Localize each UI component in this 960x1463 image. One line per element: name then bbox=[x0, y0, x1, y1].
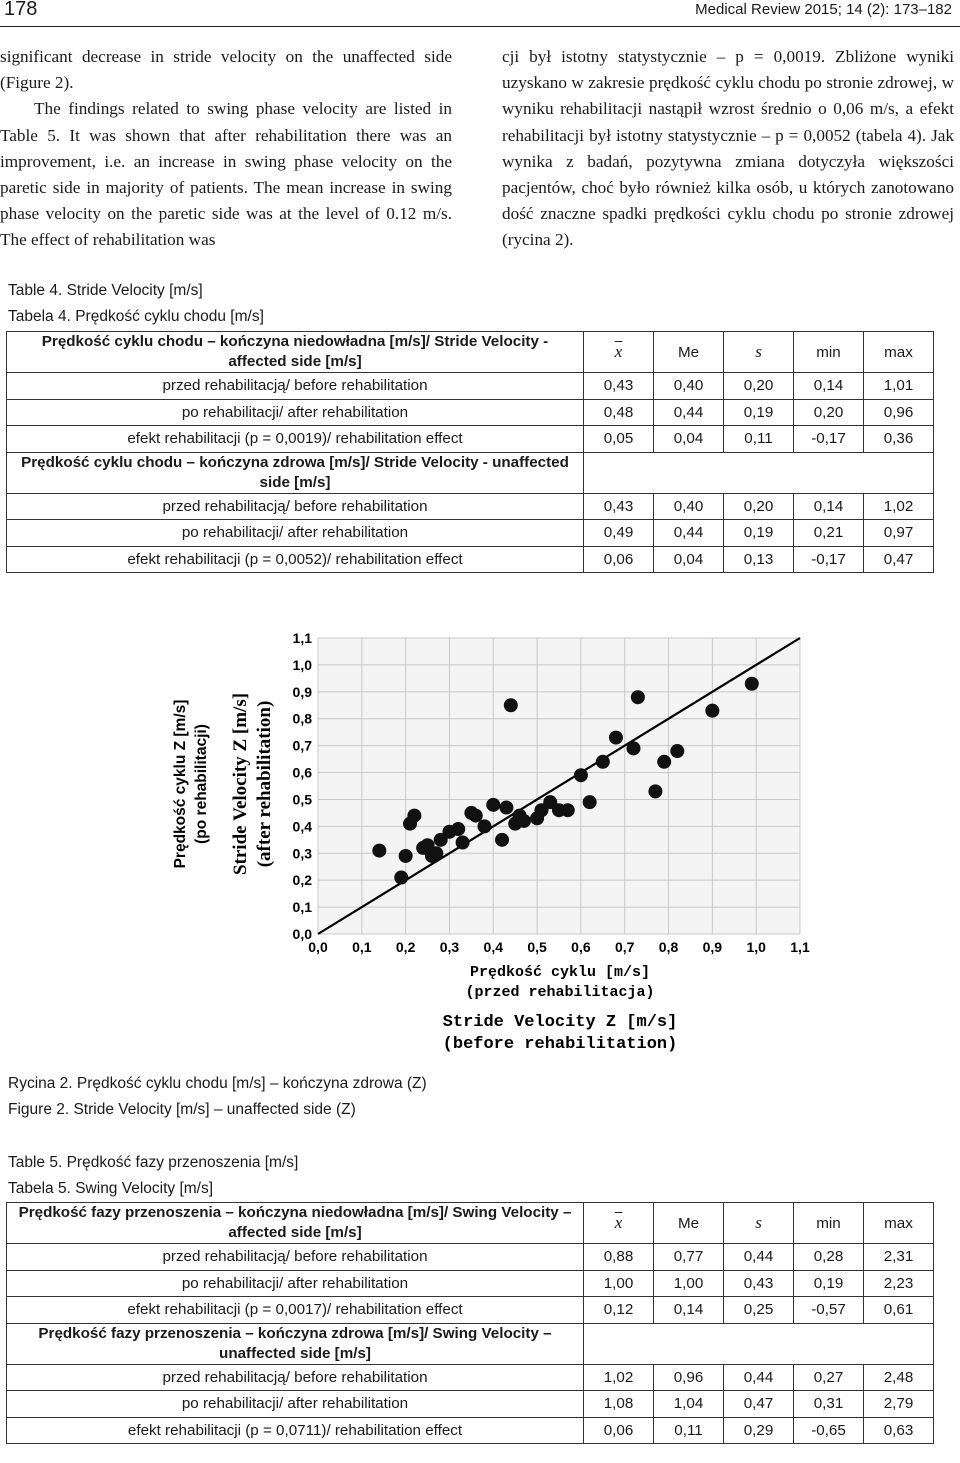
cell: 0,19 bbox=[724, 399, 794, 426]
table5 bbox=[6, 1202, 934, 1444]
cell: 0,47 bbox=[864, 546, 934, 573]
row-label: przed rehabilitacją/ before rehabilitation bbox=[7, 1364, 584, 1391]
x-tick-label: 0,3 bbox=[439, 939, 460, 955]
row-label: po rehabilitacji/ after rehabilitation bbox=[7, 1270, 584, 1297]
cell: 0,28 bbox=[794, 1244, 864, 1271]
page-header bbox=[0, 0, 960, 27]
row-label: przed rehabilitacją/ before rehabilitation bbox=[7, 373, 584, 400]
cell: 0,06 bbox=[584, 1417, 654, 1444]
column-header-median: Me bbox=[654, 1203, 724, 1244]
data-point bbox=[657, 755, 671, 769]
cell: 2,48 bbox=[864, 1364, 934, 1391]
x-axis-label-en-sub: (before rehabilitation) bbox=[442, 1035, 678, 1054]
table5-caption bbox=[8, 1150, 298, 1202]
data-point bbox=[745, 677, 759, 691]
x-tick-label: 0,6 bbox=[571, 939, 591, 955]
table-row bbox=[7, 1364, 934, 1391]
row-label: po rehabilitacji/ after rehabilitation bbox=[7, 1391, 584, 1418]
cell: 0,12 bbox=[584, 1297, 654, 1324]
data-point bbox=[561, 803, 575, 817]
table-row bbox=[7, 1297, 934, 1324]
table-row bbox=[7, 1417, 934, 1444]
empty-cell bbox=[584, 1323, 934, 1364]
cell: 0,19 bbox=[724, 520, 794, 547]
cell: 2,31 bbox=[864, 1244, 934, 1271]
group-title: Prędkość fazy przenoszenia – kończyna niedowładna [m/s]/ Swing Velocity – affected side [m/s] bbox=[7, 1203, 584, 1244]
table-group-row bbox=[7, 452, 934, 493]
cell: 0,14 bbox=[794, 373, 864, 400]
data-point bbox=[670, 744, 684, 758]
data-point bbox=[583, 795, 597, 809]
x-axis-label-pl: Prędkość cyklu [m/s] bbox=[469, 964, 651, 981]
table-group-row bbox=[7, 1323, 934, 1364]
cell: 0,47 bbox=[724, 1391, 794, 1418]
y-tick-label: 0,4 bbox=[292, 818, 312, 835]
x-tick-label: 0,0 bbox=[308, 939, 328, 955]
y-tick-label: 0,8 bbox=[292, 710, 312, 727]
cell: -0,17 bbox=[794, 546, 864, 573]
row-label: efekt rehabilitacji (p = 0,0052)/ rehabilitation effect bbox=[7, 546, 584, 573]
y-tick-label: 0,7 bbox=[292, 737, 312, 754]
table-header-row bbox=[7, 332, 934, 373]
cell: 0,40 bbox=[654, 493, 724, 520]
x-tick-label: 1,0 bbox=[746, 939, 766, 955]
cell: 0,97 bbox=[864, 520, 934, 547]
table-header-row bbox=[7, 1203, 934, 1244]
journal-citation: Medical Review 2015; 14 (2): 173–182 bbox=[695, 1, 952, 18]
table-row bbox=[7, 373, 934, 400]
x-axis-label-pl-sub: (przed rehabilitacja) bbox=[465, 984, 655, 1001]
row-label: efekt rehabilitacji (p = 0,0017)/ rehabilitation effect bbox=[7, 1297, 584, 1324]
cell: 0,20 bbox=[724, 493, 794, 520]
cell: 0,40 bbox=[654, 373, 724, 400]
cell: 0,43 bbox=[584, 493, 654, 520]
column-header-mean: $\overline{x}$ bbox=[584, 332, 654, 373]
y-tick-label: 0,0 bbox=[292, 926, 312, 942]
data-point bbox=[495, 833, 509, 847]
y-tick-label: 0,5 bbox=[292, 791, 312, 808]
y-tick-label: 0,2 bbox=[292, 872, 312, 889]
data-point bbox=[574, 768, 588, 782]
row-label: przed rehabilitacją/ before rehabilitation bbox=[7, 493, 584, 520]
cell: 0,05 bbox=[584, 426, 654, 453]
y-axis-ticks bbox=[293, 630, 313, 942]
y-tick-label: 0,3 bbox=[292, 845, 312, 862]
cell: 0,63 bbox=[864, 1417, 934, 1444]
y-axis-label-pl-sub: (po rehabilitacji) bbox=[193, 724, 210, 844]
x-axis-label-en: Stride Velocity Z [m/s] bbox=[442, 1013, 678, 1032]
cell: 1,08 bbox=[584, 1391, 654, 1418]
paragraph: significant decrease in stride velocity on the unaffected side (Figure 2). bbox=[0, 47, 452, 93]
cell: 0,19 bbox=[794, 1270, 864, 1297]
data-point bbox=[486, 798, 500, 812]
column-header-mean: $\overline{x}$ bbox=[584, 1203, 654, 1244]
y-axis-label-en-sub: (after rehabilitation) bbox=[254, 700, 275, 868]
right-text-column bbox=[502, 44, 954, 254]
cell: 0,04 bbox=[654, 426, 724, 453]
y-axis-label-en: Stride Velocity Z [m/s] bbox=[230, 692, 251, 876]
cell: 0,20 bbox=[794, 399, 864, 426]
cell: 0,96 bbox=[864, 399, 934, 426]
column-header-min: min bbox=[794, 1203, 864, 1244]
cell: 1,02 bbox=[864, 493, 934, 520]
cell: 0,77 bbox=[654, 1244, 724, 1271]
column-header-median: Me bbox=[654, 332, 724, 373]
y-axis-label-pl: Prędkość cyklu Z [m/s] bbox=[172, 699, 189, 869]
x-tick-label: 0,5 bbox=[527, 939, 547, 955]
table-row bbox=[7, 493, 934, 520]
cell: -0,17 bbox=[794, 426, 864, 453]
data-point bbox=[469, 809, 483, 823]
cell: 1,00 bbox=[584, 1270, 654, 1297]
cell: 0,14 bbox=[654, 1297, 724, 1324]
figure2-chart bbox=[150, 630, 850, 1060]
figure2-caption bbox=[8, 1071, 427, 1123]
data-point bbox=[478, 819, 492, 833]
data-point bbox=[407, 809, 421, 823]
data-point bbox=[451, 822, 465, 836]
cell: 1,02 bbox=[584, 1364, 654, 1391]
row-label: efekt rehabilitacji (p = 0,0019)/ rehabilitation effect bbox=[7, 426, 584, 453]
page-number: 178 bbox=[4, 0, 38, 20]
cell: 1,01 bbox=[864, 373, 934, 400]
y-tick-label: 1,0 bbox=[292, 656, 312, 673]
row-label: przed rehabilitacją/ before rehabilitation bbox=[7, 1244, 584, 1271]
data-point bbox=[499, 801, 513, 815]
group-title: Prędkość fazy przenoszenia – kończyna zdrowa [m/s]/ Swing Velocity – unaffected side [m/s] bbox=[7, 1323, 584, 1364]
cell: 1,04 bbox=[654, 1391, 724, 1418]
cell: 0,04 bbox=[654, 546, 724, 573]
group-title: Prędkość cyklu chodu – kończyna niedowładna [m/s]/ Stride Velocity - affected side [m/s] bbox=[7, 332, 584, 373]
row-label: po rehabilitacji/ after rehabilitation bbox=[7, 399, 584, 426]
table4-caption-pl: Tabela 4. Prędkość cyklu chodu [m/s] bbox=[8, 308, 264, 325]
table-row bbox=[7, 399, 934, 426]
cell: 1,00 bbox=[654, 1270, 724, 1297]
data-point bbox=[609, 731, 623, 745]
empty-cell bbox=[584, 452, 934, 493]
data-point bbox=[429, 846, 443, 860]
cell: 0,20 bbox=[724, 373, 794, 400]
cell: 0,96 bbox=[654, 1364, 724, 1391]
x-tick-label: 1,1 bbox=[790, 939, 810, 955]
x-tick-label: 0,2 bbox=[395, 939, 416, 955]
cell: -0,65 bbox=[794, 1417, 864, 1444]
table4-caption-en: Table 4. Stride Velocity [m/s] bbox=[8, 282, 203, 299]
row-label: efekt rehabilitacji (p = 0,0711)/ rehabilitation effect bbox=[7, 1417, 584, 1444]
paragraph: cji był istotny statystycznie – p = 0,0019. Zbliżone wyniki uzyskano w zakresie prędkość cyklu chodu po stronie zdrowej, w wyniku rehabilitacji nastąpił wzrost średnio o 0,06 m/s, a efekt rehabilitacji był istotny statystycznie – p = 0,0052 (tabela 4). Jak wynika z badań, pozytywna zmiana dotyczyła większości pacjentów, choć było również kilka osób, u których zanotowano dość znaczne spadki prędkości cyklu chodu po stronie zdrowej (rycina 2). bbox=[502, 47, 954, 250]
table5-caption-en: Table 5. Prędkość fazy przenoszenia [m/s] bbox=[8, 1154, 299, 1171]
data-point bbox=[517, 814, 531, 828]
cell: 0,31 bbox=[794, 1391, 864, 1418]
x-tick-label: 0,4 bbox=[483, 939, 504, 955]
cell: 0,27 bbox=[794, 1364, 864, 1391]
table-row bbox=[7, 546, 934, 573]
group-title: Prędkość cyklu chodu – kończyna zdrowa [m/s]/ Stride Velocity - unaffected side [m/s] bbox=[7, 452, 584, 493]
data-point bbox=[399, 849, 413, 863]
table-row bbox=[7, 1391, 934, 1418]
data-point bbox=[596, 755, 610, 769]
cell: 0,44 bbox=[654, 520, 724, 547]
y-tick-label: 1,1 bbox=[292, 630, 312, 646]
cell: 0,25 bbox=[724, 1297, 794, 1324]
cell: 2,23 bbox=[864, 1270, 934, 1297]
x-tick-label: 0,1 bbox=[352, 939, 372, 955]
cell: 0,11 bbox=[654, 1417, 724, 1444]
cell: 0,44 bbox=[724, 1244, 794, 1271]
y-tick-label: 0,9 bbox=[292, 683, 312, 700]
cell: 0,11 bbox=[724, 426, 794, 453]
x-tick-label: 0,9 bbox=[702, 939, 723, 955]
figure2-caption-pl: Rycina 2. Prędkość cyklu chodu [m/s] – kończyna zdrowa (Z) bbox=[8, 1075, 427, 1092]
x-axis-ticks bbox=[308, 939, 810, 955]
cell: 0,21 bbox=[794, 520, 864, 547]
data-point bbox=[648, 784, 662, 798]
column-header-min: min bbox=[794, 332, 864, 373]
cell: 2,79 bbox=[864, 1391, 934, 1418]
column-header-max: max bbox=[864, 1203, 934, 1244]
cell: 0,49 bbox=[584, 520, 654, 547]
cell: 0,88 bbox=[584, 1244, 654, 1271]
y-tick-label: 0,1 bbox=[292, 899, 312, 916]
cell: 0,43 bbox=[584, 373, 654, 400]
y-tick-label: 0,6 bbox=[292, 764, 312, 781]
x-tick-label: 0,7 bbox=[614, 939, 635, 955]
data-point bbox=[705, 704, 719, 718]
cell: 0,36 bbox=[864, 426, 934, 453]
data-point bbox=[626, 741, 640, 755]
table4-caption bbox=[8, 278, 264, 330]
cell: 0,48 bbox=[584, 399, 654, 426]
cell: -0,57 bbox=[794, 1297, 864, 1324]
cell: 0,06 bbox=[584, 546, 654, 573]
table-row bbox=[7, 520, 934, 547]
column-header-max: max bbox=[864, 332, 934, 373]
figure2-caption-en: Figure 2. Stride Velocity [m/s] – unaffected side (Z) bbox=[8, 1101, 356, 1118]
data-point bbox=[504, 698, 518, 712]
cell: 0,13 bbox=[724, 546, 794, 573]
cell: 0,44 bbox=[724, 1364, 794, 1391]
column-header-sd: s bbox=[724, 332, 794, 373]
left-text-column bbox=[0, 44, 452, 254]
data-point bbox=[394, 870, 408, 884]
row-label: po rehabilitacji/ after rehabilitation bbox=[7, 520, 584, 547]
paragraph: The findings related to swing phase velocity are listed in Table 5. It was shown that after rehabilitation there was an improvement, i.e. an increase in swing phase velocity on the paretic side in majority of patients. The mean increase in swing phase velocity on the paretic side was at the level of 0.12 m/s. The effect of rehabilitation was bbox=[0, 99, 452, 250]
cell: 0,61 bbox=[864, 1297, 934, 1324]
cell: 0,43 bbox=[724, 1270, 794, 1297]
column-header-sd: s bbox=[724, 1203, 794, 1244]
table4 bbox=[6, 331, 934, 573]
table5-caption-pl: Tabela 5. Swing Velocity [m/s] bbox=[8, 1180, 214, 1197]
x-tick-label: 0,8 bbox=[658, 939, 679, 955]
cell: 0,14 bbox=[794, 493, 864, 520]
cell: 0,29 bbox=[724, 1417, 794, 1444]
data-point bbox=[631, 690, 645, 704]
table-row bbox=[7, 426, 934, 453]
data-point bbox=[372, 844, 386, 858]
cell: 0,44 bbox=[654, 399, 724, 426]
data-point bbox=[456, 836, 470, 850]
scatter-chart-svg bbox=[150, 630, 850, 1060]
table-row bbox=[7, 1270, 934, 1297]
table-row bbox=[7, 1244, 934, 1271]
